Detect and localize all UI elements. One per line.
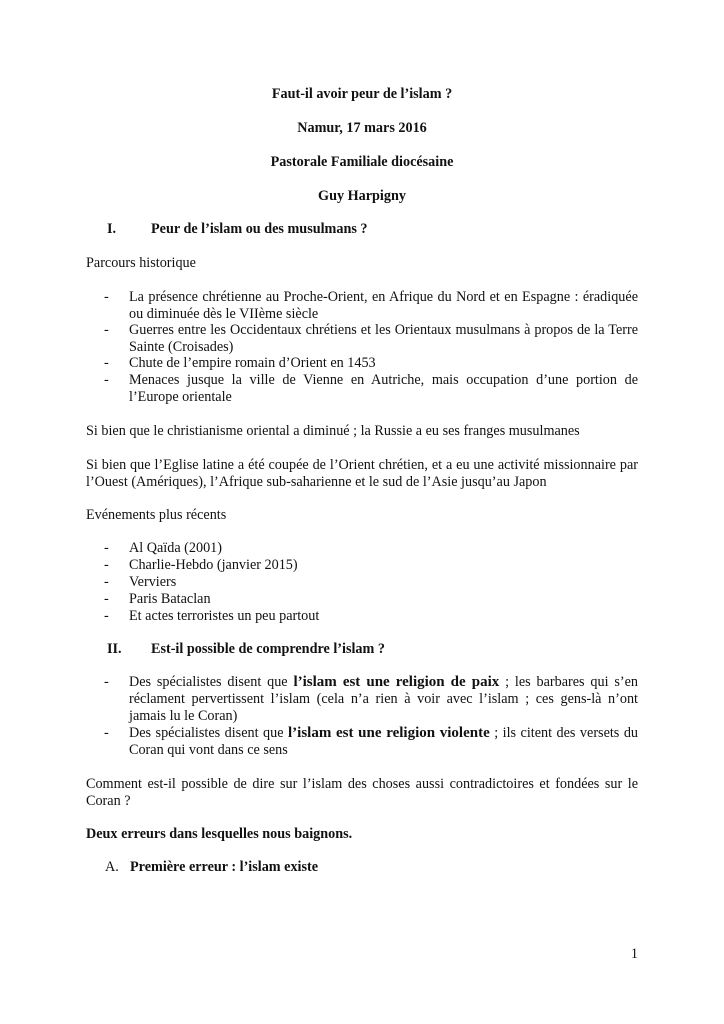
subsection-letter: A. <box>105 859 119 875</box>
place-date: Namur, 17 mars 2016 <box>297 120 427 136</box>
item-text: ; ils citent des versets du Coran qui vont dans ce sens <box>129 725 639 758</box>
item-emphasis: l’islam est une religion de paix <box>293 674 500 690</box>
item-text: Des spécialistes disent que <box>129 674 294 690</box>
section-2-numeral: II. <box>107 641 122 657</box>
list-bullet: - <box>104 608 109 624</box>
paragraph: Si bien que le christianisme oriental a diminué ; la Russie a eu ses franges musulmanes <box>86 423 580 439</box>
list-item: Verviers <box>129 574 177 590</box>
list-item: Et actes terroristes un peu partout <box>129 608 320 624</box>
list-item: Paris Bataclan <box>129 591 211 607</box>
paragraph: Comment est-il possible de dire sur l’islam des choses aussi contradictoires et fondées sur le Coran ? <box>86 776 638 809</box>
list-bullet: - <box>104 674 109 690</box>
document-title: Faut-il avoir peur de l’islam ? <box>271 86 453 102</box>
list-item <box>129 725 638 759</box>
item-text: ; les barbares qui s’en réclament pervertissent l’islam (cela n’a rien à voir avec l’islam ; ces gens-là n’ont jamais lu le Coran) <box>129 674 638 724</box>
errors-heading: Deux erreurs dans lesquelles nous baignons. <box>86 826 353 842</box>
organizer: Pastorale Familiale diocésaine <box>270 154 454 170</box>
subsection-heading: Première erreur : l’islam existe <box>130 859 319 875</box>
page-number: 1 <box>630 946 638 962</box>
list-item <box>129 674 638 725</box>
list-item: Menaces jusque la ville de Vienne en Autriche, mais occupation d’une portion de l’Europe orientale <box>129 372 638 405</box>
section-2-heading: Est-il possible de comprendre l’islam ? <box>151 641 385 657</box>
list-bullet: - <box>104 289 109 305</box>
list-bullet: - <box>104 725 109 741</box>
section-1-intro: Parcours historique <box>86 255 196 271</box>
list-item: Charlie-Hebdo (janvier 2015) <box>129 557 298 573</box>
item-emphasis: l’islam est une religion violente <box>287 725 490 741</box>
list-item: Guerres entre les Occidentaux chrétiens et les Orientaux musulmans à propos de la Terre Sainte (Croisades) <box>129 322 638 355</box>
list-bullet: - <box>104 557 109 573</box>
list-bullet: - <box>104 591 109 607</box>
list-bullet: - <box>104 540 109 556</box>
section-1-numeral: I. <box>107 221 117 237</box>
list-bullet: - <box>104 355 109 371</box>
section-1-heading: Peur de l’islam ou des musulmans ? <box>151 221 368 237</box>
list-item: Al Qaïda (2001) <box>129 540 222 556</box>
list-bullet: - <box>104 322 109 338</box>
paragraph: Si bien que l’Eglise latine a été coupée de l’Orient chrétien, et a eu une activité missionnaire par l’Ouest (Amériques), l’Afrique sub-saharienne et le sud de l’Asie jusqu’au Japon <box>86 457 638 490</box>
list-bullet: - <box>104 574 109 590</box>
item-text: Des spécialistes disent que <box>129 725 288 741</box>
recent-events-intro: Evénements plus récents <box>86 507 227 523</box>
list-bullet: - <box>104 372 109 388</box>
author: Guy Harpigny <box>318 188 406 204</box>
list-item: La présence chrétienne au Proche-Orient, en Afrique du Nord et en Espagne : éradiquée ou diminuée dès le VIIème siècle <box>129 289 638 322</box>
list-item: Chute de l’empire romain d’Orient en 1453 <box>129 355 376 371</box>
